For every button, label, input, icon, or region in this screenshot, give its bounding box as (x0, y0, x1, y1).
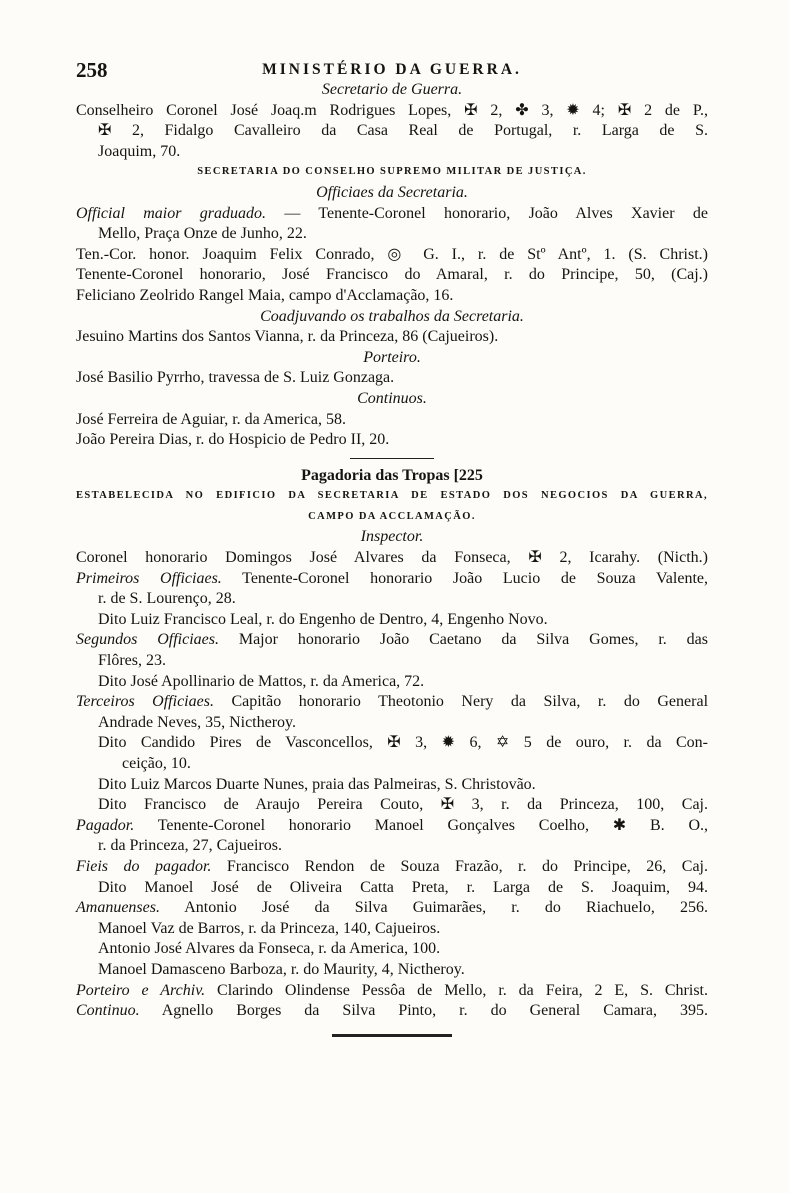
entry-line (76, 816, 708, 837)
entry-label: Amanuenses. (76, 899, 160, 917)
entry-text: Inspector. (360, 528, 424, 546)
entry-text: Pagadoria das Tropas [225 (301, 466, 483, 484)
entry-text: Officiaes da Secretaria. (316, 183, 468, 201)
entry-text: Joaquim, 70. (98, 142, 181, 160)
entry-label: Segundos Officiaes. (76, 631, 219, 649)
entry-line (76, 630, 708, 651)
entry-text: Major honorario João Caetano da Silva Gomes, r. das (218, 631, 708, 649)
entry-text: Tenente-Coronel honorario Manoel Gonçalves Coelho, ✱ B. O., (134, 816, 708, 834)
end-divider (332, 1034, 452, 1037)
entry-line (76, 430, 708, 451)
section-subtitle (76, 183, 708, 204)
entry-text: Jesuino Martins dos Santos Vianna, r. da Princeza, 86 (Cajueiros). (76, 328, 499, 346)
entry-text: Continuos. (357, 389, 427, 407)
entry-line (76, 569, 708, 590)
entry-text: Coadjuvando os trabalhos da Secretaria. (260, 307, 524, 325)
entry-text: ESTABELECIDA NO EDIFICIO DA SECRETARIA DE ESTADO DOS NEGOCIOS DA GUERRA, (76, 490, 708, 502)
entry-line (76, 589, 708, 610)
entry-line (76, 548, 708, 569)
entry-text: Dito Manoel José de Oliveira Catta Preta, r. Larga de S. Joaquim, 94. (98, 878, 708, 896)
entry-line (76, 610, 708, 631)
entry-label: Continuo. (76, 1002, 140, 1020)
entry-line (76, 898, 708, 919)
entry-text: Flôres, 23. (98, 652, 166, 670)
entry-line (76, 981, 708, 1002)
document-page (76, 58, 708, 1044)
entry-label: Porteiro e Archiv. (76, 981, 206, 999)
entry-text: Dito Candido Pires de Vasconcellos, ✠ 3, ✹ 6, ✡ 5 de ouro, r. da Con- (98, 734, 708, 752)
entry-text: José Ferreira de Aguiar, r. da America, 58. (76, 410, 346, 428)
entry-text: Tenente-Coronel honorario João Lucio de Souza Valente, (221, 569, 709, 587)
entry-text: Ten.-Cor. honor. Joaquim Felix Conrado, ◎ G. I., r. de Stº Antº, 1. (S. Christ.) (76, 245, 708, 263)
entry-line (76, 368, 708, 389)
entry-text: Secretario de Guerra. (321, 81, 463, 98)
entry-text: Manoel Damasceno Barboza, r. do Maurity, 4, Nictheroy. (98, 960, 465, 978)
entry-line (76, 204, 708, 225)
entry-text: Dito José Apollinario de Mattos, r. da America, 72. (98, 672, 425, 690)
entry-text: Mello, Praça Onze de Junho, 22. (98, 225, 307, 243)
entry-label: Pagador. (76, 816, 135, 834)
entry-label: Terceiros Officiaes. (76, 693, 214, 711)
page-body (76, 80, 708, 1037)
entry-text: Coronel honorario Domingos José Alvares da Fonseca, ✠ 2, Icarahy. (Nicth.) (76, 549, 708, 567)
entry-line (76, 651, 708, 672)
entry-line (76, 857, 708, 878)
caps-heading (76, 486, 708, 507)
entry-text: Dito Luiz Marcos Duarte Nunes, praia das Palmeiras, S. Christovão. (98, 775, 536, 793)
entry-line (76, 754, 708, 775)
section-subtitle (76, 307, 708, 328)
entry-text: Manoel Vaz de Barros, r. da Princeza, 140, Cajueiros. (98, 919, 441, 937)
running-title: MINISTÉRIO DA GUERRA. (262, 61, 522, 78)
entry-text: ceição, 10. (122, 755, 191, 772)
entry-text: Francisco Rendon de Souza Frazão, r. do Principe, 26, Caj. (211, 857, 708, 875)
entry-line (76, 286, 708, 307)
section-subtitle (76, 389, 708, 410)
entry-text: Andrade Neves, 35, Nictheroy. (98, 713, 297, 731)
entry-line (76, 692, 708, 713)
entry-line (76, 919, 708, 940)
entry-text: Feliciano Zeolrido Rangel Maia, campo d'Acclamação, 16. (76, 286, 454, 304)
entry-line (76, 795, 708, 816)
caps-heading (76, 162, 708, 183)
entry-line (76, 265, 708, 286)
entry-text: Porteiro. (363, 348, 421, 366)
entry-text: — Tenente-Coronel honorario, João Alves Xavier de (266, 204, 708, 222)
entry-line (76, 775, 708, 796)
entry-line (76, 713, 708, 734)
entry-text: Dito Francisco de Araujo Pereira Couto, ✠ 3, r. da Princeza, 100, Caj. (98, 796, 708, 814)
entry-line (76, 142, 708, 163)
entry-line (76, 960, 708, 981)
entry-text: r. de S. Lourenço, 28. (98, 590, 236, 608)
entry-text: José Basilio Pyrrho, travessa de S. Luiz Gonzaga. (76, 369, 395, 387)
entry-text: CAMPO DA ACCLAMAÇÃO. (308, 510, 476, 522)
entry-text: SECRETARIA DO CONSELHO SUPREMO MILITAR DE JUSTIÇA. (197, 166, 587, 178)
section-subtitle (76, 80, 708, 101)
entry-line (76, 121, 708, 142)
entry-text: ✠ 2, Fidalgo Cavalleiro da Casa Real de Portugal, r. Larga de S. (98, 122, 708, 140)
entry-text: r. da Princeza, 27, Cajueiros. (98, 837, 282, 855)
section-divider (350, 458, 434, 459)
entry-text: João Pereira Dias, r. do Hospicio de Pedro II, 20. (76, 431, 390, 449)
entry-line (76, 733, 708, 754)
caps-heading (76, 507, 708, 528)
section-subtitle (76, 348, 708, 369)
entry-text: Tenente-Coronel honorario, José Francisco do Amaral, r. do Principe, 50, (Caj.) (76, 266, 708, 284)
section-subtitle (76, 527, 708, 548)
entry-line (76, 878, 708, 899)
entry-line (76, 672, 708, 693)
entry-text: Clarindo Olindense Pessôa de Mello, r. da Feira, 2 E, S. Christ. (205, 981, 708, 999)
entry-text: Antonio José Alvares da Fonseca, r. da America, 100. (98, 940, 441, 958)
entry-text: Capitão honorario Theotonio Nery da Silva, r. do General (213, 693, 709, 711)
entry-text: Agnello Borges da Silva Pinto, r. do General Camara, 395. (139, 1002, 708, 1020)
entry-line (76, 836, 708, 857)
entry-line (76, 224, 708, 245)
entry-line (76, 327, 708, 348)
page-number: 258 (76, 58, 108, 82)
entry-line (76, 410, 708, 431)
entry-line (76, 939, 708, 960)
section-heading (76, 466, 708, 487)
entry-line (76, 101, 708, 122)
entry-label: Official maior graduado. (76, 204, 267, 222)
entry-text: Antonio José da Silva Guimarães, r. do Riachuelo, 256. (159, 899, 708, 917)
entry-text: Dito Luiz Francisco Leal, r. do Engenho de Dentro, 4, Engenho Novo. (98, 610, 548, 628)
entry-line (76, 245, 708, 266)
entry-text: Conselheiro Coronel José Joaq.m Rodrigues Lopes, ✠ 2, ✤ 3, ✹ 4; ✠ 2 de P., (76, 101, 708, 119)
page-header (76, 58, 708, 80)
entry-line (76, 1001, 708, 1022)
entry-label: Fieis do pagador. (76, 857, 212, 875)
entry-label: Primeiros Officiaes. (76, 569, 222, 587)
